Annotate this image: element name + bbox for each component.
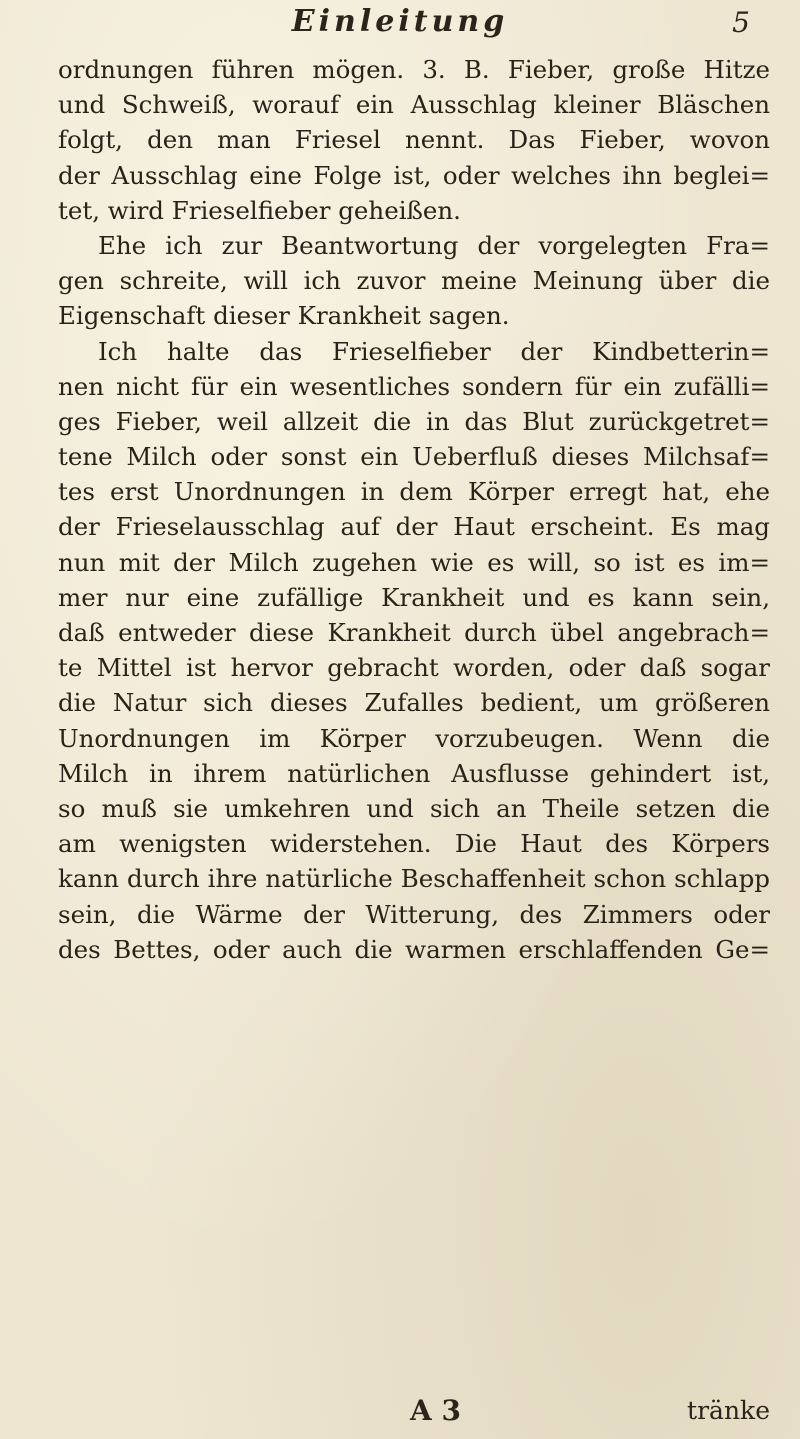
text-line: nen nicht für ein wesentliches sondern für ein zufälli=: [58, 371, 770, 401]
text-line: Eigenschaft dieser Krankheit sagen.: [58, 301, 510, 331]
text-line: Unordnungen im Körper vorzubeugen. Wenn die: [58, 723, 770, 753]
text-line: Ehe ich zur Beantwortung der vorgelegten Fra=: [98, 230, 770, 260]
text-line: so muß sie umkehren und sich an Theile setzen die: [58, 793, 770, 823]
page-footer: [0, 1394, 800, 1434]
text-line: die Natur sich dieses Zufalles bedient, um größeren: [58, 688, 770, 718]
text-line: des Bettes, oder auch die warmen erschlaffenden Ge=: [58, 934, 770, 964]
running-title: Einleitung: [291, 4, 509, 39]
text-line: am wenigsten widerstehen. Die Haut des Körpers: [58, 829, 770, 859]
running-head: [0, 4, 800, 44]
text-line: Ich halte das Frieselfieber der Kindbetterin=: [98, 336, 770, 366]
text-line: tene Milch oder sonst ein Ueberfluß dieses Milchsaf=: [58, 442, 770, 472]
text-line: tet, wird Frieselfieber geheißen.: [58, 195, 461, 225]
text-line: gen schreite, will ich zuvor meine Meinung über die: [58, 266, 770, 296]
signature-mark: A 3: [410, 1394, 461, 1427]
text-line: nun mit der Milch zugehen wie es will, so ist es im=: [58, 547, 770, 577]
text-line: und Schweiß, worauf ein Ausschlag kleiner Bläschen: [58, 90, 770, 120]
text-line: ges Fieber, weil allzeit die in das Blut zurückgetret=: [58, 406, 770, 436]
text-line: Milch in ihrem natürlichen Ausflusse gehindert ist,: [58, 758, 770, 788]
text-line: der Ausschlag eine Folge ist, oder welches ihn beglei=: [58, 160, 770, 190]
text-line: der Frieselausschlag auf der Haut erscheint. Es mag: [58, 512, 770, 542]
body-text: [58, 52, 770, 967]
text-line: folgt, den man Friesel nennt. Das Fieber, wovon: [58, 125, 770, 155]
text-line: mer nur eine zufällige Krankheit und es kann sein,: [58, 582, 770, 612]
text-line: kann durch ihre natürliche Beschaffenheit schon schlapp: [58, 864, 770, 894]
text-line: te Mittel ist hervor gebracht worden, oder daß sogar: [58, 653, 770, 683]
catchword: tränke: [687, 1396, 770, 1425]
text-line: daß entweder diese Krankheit durch übel angebrach=: [58, 618, 770, 647]
text-line: ordnungen führen mögen. 3. B. Fieber, große Hitze: [58, 55, 770, 84]
text-line: sein, die Wärme der Witterung, des Zimmers oder: [58, 899, 770, 929]
text-line: tes erst Unordnungen in dem Körper erregt hat, ehe: [58, 477, 770, 507]
page-number: 5: [732, 6, 750, 39]
